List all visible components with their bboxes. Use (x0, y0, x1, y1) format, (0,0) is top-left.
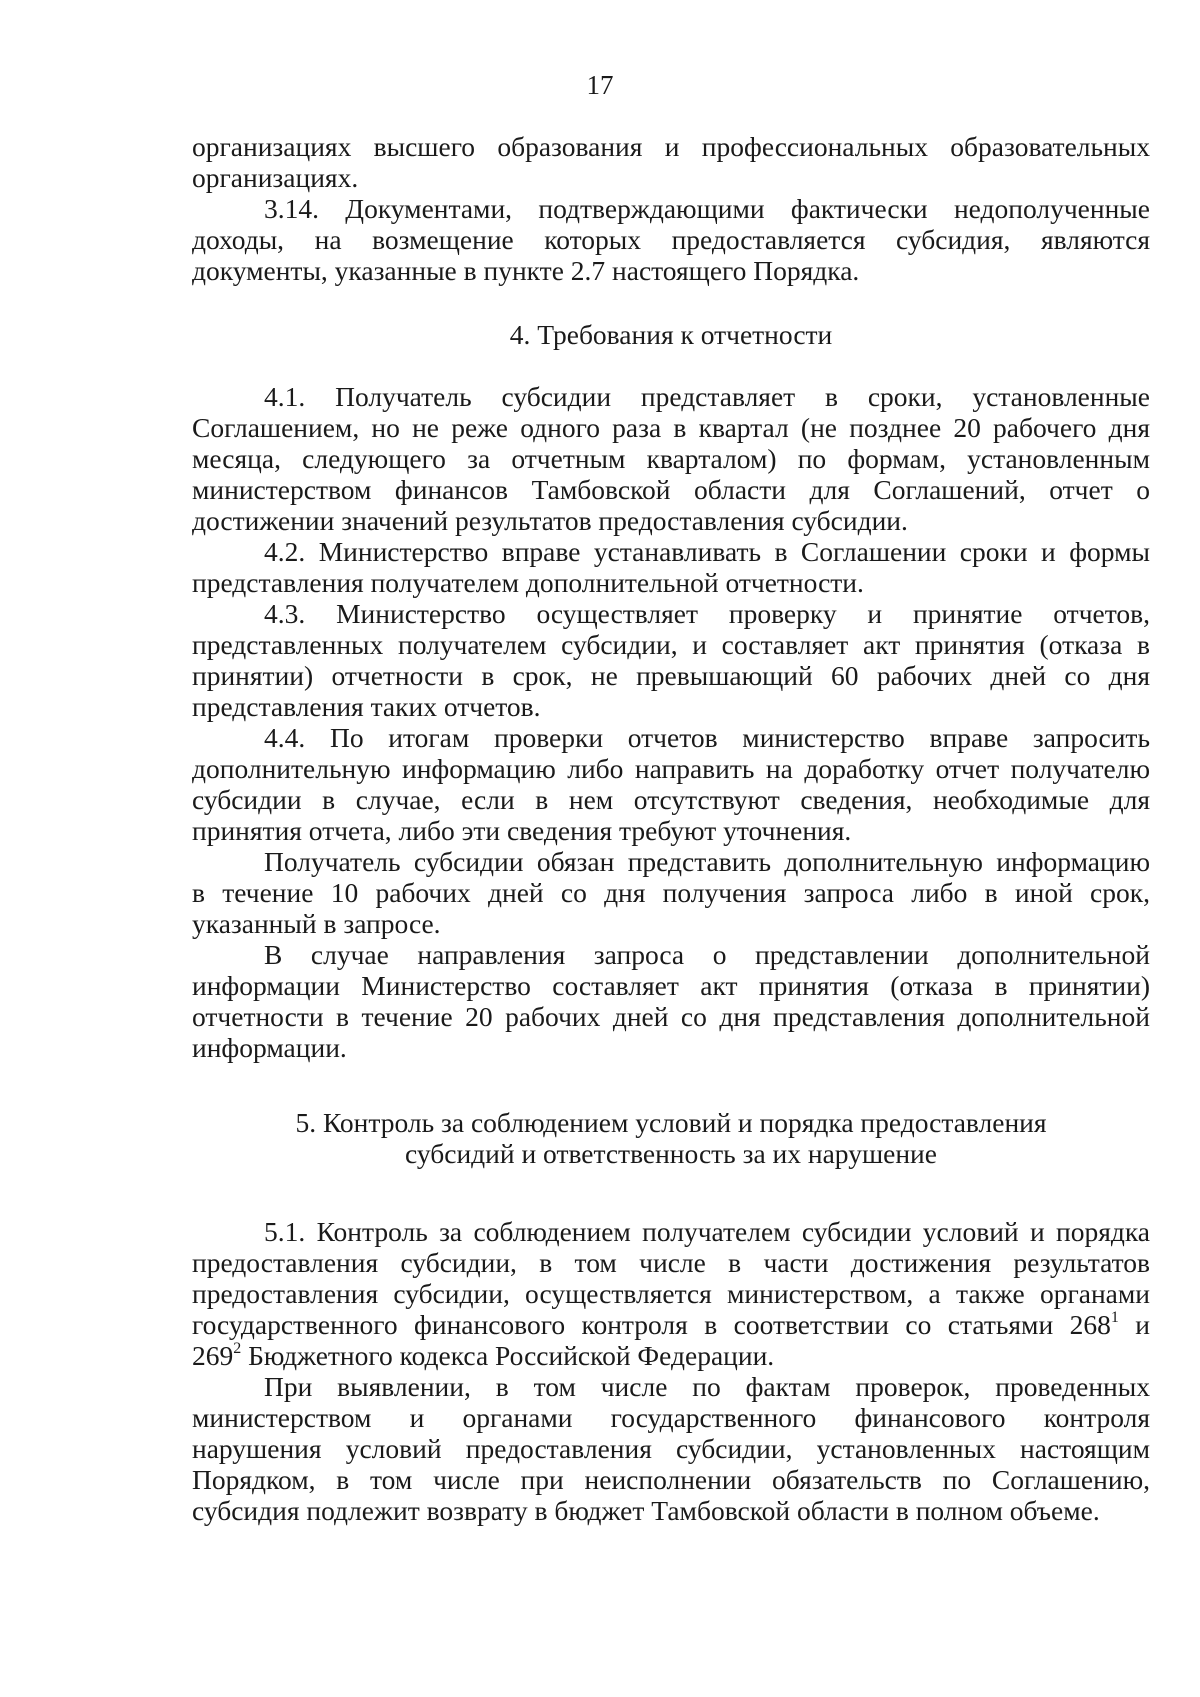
text-line: представления таких отчетов. (192, 691, 541, 722)
text-line: В случае направления запроса о представлении дополнительной (264, 939, 1150, 970)
text-line (192, 1340, 1150, 1371)
text-line: 4.3. Министерство осуществляет проверку и принятие отчетов, (264, 598, 1150, 629)
paragraph-4-4 (192, 722, 1150, 846)
text-line: предоставления субсидии, осуществляется министерством, а также органами (192, 1278, 1150, 1309)
text-line: дополнительную информацию либо направить на доработку отчет получателю (192, 753, 1150, 784)
text-line: Соглашением, но не реже одного раза в квартал (не позднее 20 рабочего дня (192, 412, 1150, 443)
heading-line: 4. Требования к отчетности (509, 319, 833, 350)
text-line: Порядком, в том числе при неисполнении обязательств по Соглашению, (192, 1464, 1150, 1495)
text-line: информации. (192, 1032, 347, 1063)
paragraph-4-2 (192, 536, 1150, 598)
paragraph-continuation (192, 131, 1150, 193)
section-4-heading (192, 319, 1150, 350)
text-line: представления получателем дополнительной отчетности. (192, 567, 864, 598)
superscript: 2 (233, 1339, 242, 1357)
text-line: в течение 10 рабочих дней со дня получения запроса либо в иной срок, (192, 877, 1150, 908)
paragraph-4-3 (192, 598, 1150, 722)
text-line: месяца, следующего за отчетным кварталом) по формам, установленным (192, 443, 1150, 474)
text-line: нарушения условий предоставления субсидии, установленных настоящим (192, 1433, 1150, 1464)
text-line: указанный в запросе. (192, 908, 441, 939)
text-line: 4.4. По итогам проверки отчетов министерство вправе запросить (264, 722, 1150, 753)
superscript: 1 (1110, 1308, 1119, 1326)
text-fragment: 269 (192, 1340, 234, 1371)
heading-line: субсидий и ответственность за их нарушение (405, 1138, 937, 1169)
text-line: При выявлении, в том числе по фактам проверок, проведенных (264, 1371, 1150, 1402)
text-line: принятии) отчетности в срок, не превышающий 60 рабочих дней со дня (192, 660, 1150, 691)
text-line: Получатель субсидии обязан представить дополнительную информацию (264, 846, 1150, 877)
page-number: 17 (586, 70, 614, 100)
paragraph-3-14 (192, 193, 1150, 286)
text-line: 4.1. Получатель субсидии представляет в сроки, установленные (264, 381, 1150, 412)
text-line: организациях высшего образования и профессиональных образовательных (192, 131, 1150, 162)
document-body (192, 131, 1150, 1526)
section-5-heading (192, 1107, 1150, 1169)
text-line: отчетности в течение 20 рабочих дней со дня представления дополнительной (192, 1001, 1150, 1032)
text-line (192, 1309, 1150, 1340)
text-line: информации Министерство составляет акт принятия (отказа в принятии) (192, 970, 1150, 1001)
text-line: 4.2. Министерство вправе устанавливать в Соглашении сроки и формы (264, 536, 1150, 567)
text-line: доходы, на возмещение которых предоставляется субсидия, являются (192, 224, 1150, 255)
text-line: субсидии в случае, если в нем отсутствуют сведения, необходимые для (192, 784, 1150, 815)
text-fragment: и (1118, 1309, 1150, 1340)
heading-line: 5. Контроль за соблюдением условий и порядка предоставления (295, 1107, 1047, 1138)
text-line: министерством и органами государственного финансового контроля (192, 1402, 1150, 1433)
text-fragment: Бюджетного кодекса Российской Федерации. (241, 1340, 775, 1371)
text-line: принятия отчета, либо эти сведения требуют уточнения. (192, 815, 852, 846)
text-line: документы, указанные в пункте 2.7 настоящего Порядка. (192, 255, 860, 286)
paragraph-5-1 (192, 1216, 1150, 1371)
text-line: достижении значений результатов предоставления субсидии. (192, 505, 908, 536)
text-line: 5.1. Контроль за соблюдением получателем субсидии условий и порядка (264, 1216, 1150, 1247)
paragraph-4-4-request (192, 939, 1150, 1063)
text-line: субсидия подлежит возврату в бюджет Тамбовской области в полном объеме. (192, 1495, 1100, 1526)
text-line: министерством финансов Тамбовской области для Соглашений, отчет о (192, 474, 1150, 505)
text-line: предоставления субсидии, в том числе в части достижения результатов (192, 1247, 1150, 1278)
text-line: представленных получателем субсидии, и составляет акт принятия (отказа в (192, 629, 1150, 660)
text-fragment: государственного финансового контроля в соответствии со статьями 268 (192, 1309, 1111, 1340)
paragraph-4-4-additional-info (192, 846, 1150, 939)
paragraph-5-1-violations (192, 1371, 1150, 1526)
text-line: 3.14. Документами, подтверждающими фактически недополученные (264, 193, 1150, 224)
text-line: организациях. (192, 162, 359, 193)
paragraph-4-1 (192, 381, 1150, 536)
